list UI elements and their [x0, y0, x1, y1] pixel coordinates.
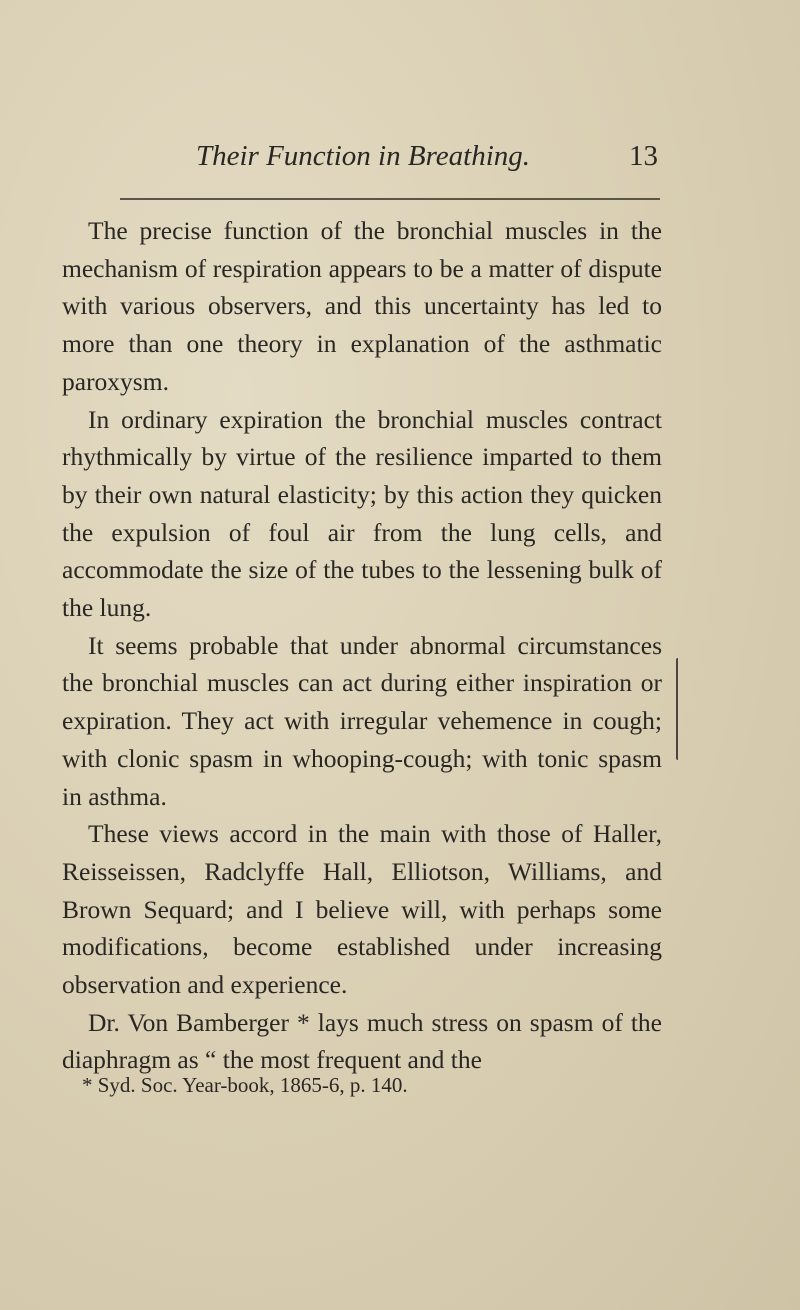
- paragraph: It seems probable that under abnormal circumstances the bronchial muscles can act during either inspiration or expiration. They act with irregular vehemence in cough; with clonic spasm in whooping-cough; with tonic spasm in asthma.: [62, 630, 662, 811]
- running-title: Their Function in Breathing.: [196, 140, 531, 172]
- header-rule: [120, 198, 660, 200]
- margin-bracket-mark: [676, 658, 684, 760]
- paragraph: These views accord in the main with those of Haller, Reisseissen, Radclyffe Hall, Elliotson, Williams, and Brown Sequard; and I believe will, with perhaps some modifications, become established under increasing observation and experience.: [62, 819, 662, 1000]
- running-header: [196, 140, 658, 180]
- paragraph: Dr. Von Bamberger * lays much stress on spasm of the diaphragm as “ the most frequent and the: [62, 1007, 662, 1075]
- paragraph: In ordinary expiration the bronchial muscles contract rhythmically by virtue of the resilience imparted to them by their own natural elasticity; by this action they quicken the expulsion of foul air from the lung cells, and accommodate the size of the tubes to the lessening bulk of the lung.: [62, 404, 662, 623]
- page-number: 13: [629, 140, 658, 172]
- paragraph: The precise function of the bronchial muscles in the mechanism of respiration appears to be a matter of dispute with various observers, and this uncertainty has led to more than one theory in explanation of the asthmatic paroxysm.: [62, 216, 662, 396]
- body-text: [62, 212, 662, 1079]
- footnote: * Syd. Soc. Year-book, 1865-6, p. 140.: [82, 1073, 408, 1097]
